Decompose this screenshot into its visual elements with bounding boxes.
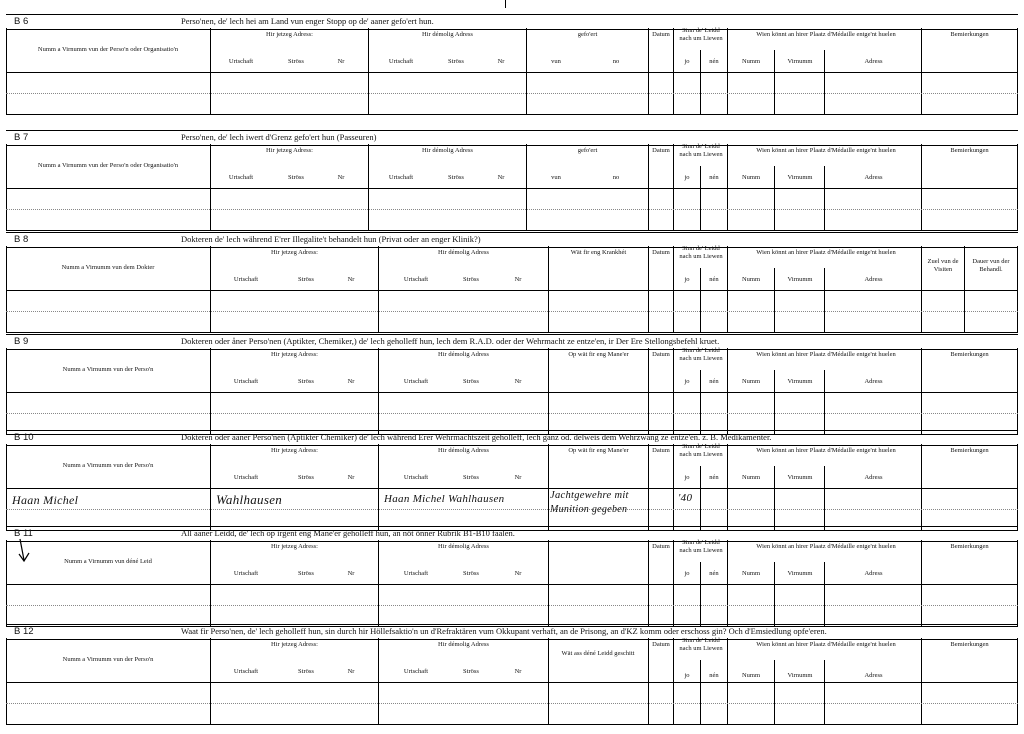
section-table [6,246,1018,333]
section-table [6,144,1018,231]
col-uertschaft: Urtschaft [228,174,254,181]
column-bemierkungen: Bemierkungen [950,543,989,550]
column-zuel-visiten: Zuel vun de Visiten [927,258,959,273]
column-datum: Datum [652,543,670,550]
column-former-address: Hir démolig Adress [438,447,489,454]
section-code: B 7 [14,132,29,143]
section-code: B 10 [14,432,34,443]
col-uertschaft: Urtschaft [403,276,429,283]
column-medal: Wien könnt an hirer Plaatz d'Médaille entge'nt huelen [756,447,896,454]
col-adress: Adress [864,174,883,181]
col-jo: jo [684,672,690,679]
column-sinn: Sinn de' Leidd nach um Liewen [679,347,723,362]
column-name: Numm a Virnumm vun déné Leid [64,558,152,565]
column-current-address: Hir jetzeg Adress: [271,351,318,358]
column-sinn: Sinn de' Leidd nach um Liewen [679,637,723,652]
section-title: Dokteren de' lech während E'rer Illegalite't behandelt hun (Privat oder an enger Klinik?) [181,234,481,244]
section-title: Waat fir Perso'nen, de' lech geholleff hun, sin durch hir Höllefsaktio'n un d'Refraktären vum Okkupant verhaft, an de Prisong, an d'KZ komm oder erschoss gin? Och d'Emsiedlung opfe'eren. [181,626,827,636]
column-sinn: Sinn de' Leidd nach um Liewen [679,539,723,554]
col-uertschaft: Urtschaft [388,174,414,181]
column-gefoert: gefo'ert [577,31,598,38]
col-nen: nén [709,474,719,481]
section-title: Dokteren oder aaner Perso'nen (Aptikter Chemiker) de' lech während Erer Wehrmachtszeit geholleff, lech ganz od. delweis dem Wehrzwang ze entze'en. z. B. Medikamenter. [181,432,772,442]
col-nr: Nr [514,474,522,481]
section-code: B 12 [14,626,34,637]
section-title: Dokteren oder åner Perso'nen (Aptikter, Chemiker,) de' lech geholleff hun, lech dem R.A.D. oder der Wehrmacht ze entze'en, ir Der Ere Stellongsbefehl kruet. [181,336,720,346]
column-datum: Datum [652,351,670,358]
col-nr: Nr [514,276,522,283]
handwritten-name: Haan Michel [12,493,79,507]
handwritten-manner-line2: Munition gegeben [550,504,628,515]
col-virnumm: Virnumm [787,474,813,481]
col-uertschaft: Urtschaft [233,668,259,675]
column-medal: Wien könnt an hirer Plaatz d'Médaille entge'nt huelen [756,641,896,648]
column-current-address: Hir jetzeg Adress: [271,543,318,550]
col-adress: Adress [864,276,883,283]
col-nen: nén [709,174,719,181]
col-uertschaft: Urtschaft [403,570,429,577]
column-mane-er: Op wät fir eng Mane'er [568,351,629,358]
column-medal: Wien könnt an hirer Plaatz d'Médaille entge'nt huelen [756,147,896,154]
col-jo: jo [684,378,690,385]
column-mane-er: Op wät fir eng Mane'er [568,447,629,454]
col-virnumm: Virnumm [787,58,813,65]
col-nr: Nr [347,276,355,283]
section-b8 [6,232,1018,332]
column-former-address: Hir démolig Adress [422,147,473,154]
column-bemierkungen: Bemierkungen [950,641,989,648]
column-current-address: Hir jetzeg Adress: [266,31,313,38]
col-nr: Nr [347,474,355,481]
column-krankheet: Wät fir eng Krankhét [570,249,627,256]
column-current-address: Hir jetzeg Adress: [266,147,313,154]
section-code: B 8 [14,234,29,245]
col-uertschaft: Urtschaft [233,378,259,385]
column-datum: Datum [652,641,670,648]
section-table [6,28,1018,115]
col-adress: Adress [864,58,883,65]
column-name: Numm a Virnumm vun der Perso'n oder Organisatio'n [37,46,179,53]
col-no: no [612,174,620,181]
column-medal: Wien könnt an hirer Plaatz d'Médaille entge'nt huelen [756,351,896,358]
col-numm: Numm [741,58,761,65]
col-adress: Adress [864,570,883,577]
col-nen: nén [709,276,719,283]
col-numm: Numm [741,474,761,481]
column-current-address: Hir jetzeg Adress: [271,447,318,454]
col-stross: Ströss [463,378,479,385]
section-table [6,540,1018,627]
col-nr: Nr [514,570,522,577]
col-uertschaft: Urtschaft [388,58,414,65]
column-bemierkungen: Bemierkungen [950,351,989,358]
column-datum: Datum [652,249,670,256]
col-uertschaft: Urtschaft [228,58,254,65]
col-stross: Ströss [298,570,314,577]
col-stross: Ströss [463,668,479,675]
col-stross: Ströss [463,570,479,577]
col-stross: Ströss [288,58,304,65]
column-current-address: Hir jetzeg Adress: [271,249,318,256]
col-vun: vun [551,174,561,181]
section-b12 [6,624,1018,724]
section-code: B 11 [14,528,33,539]
section-code: B 9 [14,336,29,347]
column-datum: Datum [652,447,670,454]
section-b11 [6,526,1018,626]
section-title: Perso'nen, de' lech hei am Land vun enger Stopp op de' aaner gefo'ert hun. [181,16,434,26]
column-bemierkungen: Bemierkungen [950,447,989,454]
col-nr: Nr [337,58,345,65]
column-medal: Wien könnt an hirer Plaatz d'Médaille entge'nt huelen [756,543,896,550]
column-datum: Datum [652,31,670,38]
col-uertschaft: Urtschaft [403,668,429,675]
col-numm: Numm [741,174,761,181]
section-b7 [6,130,1018,230]
col-stross: Ströss [298,474,314,481]
column-former-address: Hir démolig Adress [438,641,489,648]
column-current-address: Hir jetzeg Adress: [271,641,318,648]
col-nr: Nr [514,668,522,675]
col-numm: Numm [741,570,761,577]
col-jo: jo [684,58,690,65]
col-uertschaft: Urtschaft [403,378,429,385]
section-b9 [6,334,1018,434]
col-nr: Nr [347,378,355,385]
col-nen: nén [709,672,719,679]
column-bemierkungen: Bemierkungen [950,147,989,154]
handwritten-manner-line1: Jachtgewehre mit [550,490,629,501]
col-no: no [612,58,620,65]
col-jo: jo [684,474,690,481]
column-medal: Wien könnt an hirer Plaatz d'Médaille entge'nt huelen [756,31,896,38]
column-datum: Datum [652,147,670,154]
col-uertschaft: Urtschaft [233,276,259,283]
col-nr: Nr [347,668,355,675]
col-nr: Nr [497,174,505,181]
column-sinn: Sinn de' Leidd nach um Liewen [679,27,723,42]
section-b6 [6,14,1018,114]
column-name: Numm a Virnumm vun der Perso'n oder Organisatio'n [37,162,179,169]
col-stross: Ströss [298,668,314,675]
col-numm: Numm [741,378,761,385]
col-stross: Ströss [288,174,304,181]
section-table [6,348,1018,435]
col-nen: nén [709,378,719,385]
col-stross: Ströss [298,378,314,385]
column-former-address: Hir démolig Adress [438,543,489,550]
column-bemierkungen: Bemierkungen [950,31,989,38]
col-uertschaft: Urtschaft [233,570,259,577]
section-title: All aaner Leidd, de' lech op irgent eng Mane'er geholleff hun, an nöt önner Rubrik B1-B10 faalen. [181,528,515,538]
col-stross: Ströss [298,276,314,283]
col-nen: nén [709,58,719,65]
column-sinn: Sinn de' Leidd nach um Liewen [679,245,723,260]
column-name: Numm a Virnumm vun dem Dokter [61,264,155,271]
column-sinn: Sinn de' Leidd nach um Liewen [679,143,723,158]
column-medal: Wien könnt an hirer Plaatz d'Médaille entge'nt huelen [756,249,896,256]
col-adress: Adress [864,672,883,679]
column-former-address: Hir démolig Adress [422,31,473,38]
col-uertschaft: Urtschaft [233,474,259,481]
section-title: Perso'nen, de' lech iwert d'Grenz gefo'ert hun (Passeuren) [181,132,377,142]
col-jo: jo [684,276,690,283]
column-wat-geschitt: Wät ass déné Leidd geschitt [561,650,635,657]
handwritten-datum: '40 [678,492,693,504]
col-nr: Nr [497,58,505,65]
section-code: B 6 [14,16,29,27]
col-adress: Adress [864,378,883,385]
col-stross: Ströss [463,474,479,481]
col-adress: Adress [864,474,883,481]
col-jo: jo [684,570,690,577]
col-nr: Nr [514,378,522,385]
col-virnumm: Virnumm [787,378,813,385]
col-vun: vun [551,58,561,65]
section-table [6,444,1018,531]
column-name: Numm a Virnumm vun der Perso'n [62,366,154,373]
column-former-address: Hir démolig Adress [438,351,489,358]
col-numm: Numm [741,672,761,679]
col-virnumm: Virnumm [787,174,813,181]
col-uertschaft: Urtschaft [403,474,429,481]
col-virnumm: Virnumm [787,570,813,577]
section-b10 [6,430,1018,530]
column-sinn: Sinn de' Leidd nach um Liewen [679,443,723,458]
col-virnumm: Virnumm [787,276,813,283]
col-nr: Nr [337,174,345,181]
handwritten-current-place: Wahlhausen [216,492,283,507]
col-stross: Ströss [463,276,479,283]
col-numm: Numm [741,276,761,283]
column-former-address: Hir démolig Adress [438,249,489,256]
column-name: Numm a Virnumm vun der Perso'n [62,656,154,663]
col-virnumm: Virnumm [787,672,813,679]
col-stross: Ströss [448,58,464,65]
form-page [6,6,1018,728]
handwritten-former-address: Haan Michel Wahlhausen [384,493,505,505]
col-stross: Ströss [448,174,464,181]
col-nen: nén [709,570,719,577]
section-table [6,638,1018,725]
col-jo: jo [684,174,690,181]
col-nr: Nr [347,570,355,577]
column-name: Numm a Virnumm vun der Perso'n [62,462,154,469]
column-gefoert: gefo'ert [577,147,598,154]
column-dauer-behandl: Dauer vun der Behandl. [972,258,1010,273]
